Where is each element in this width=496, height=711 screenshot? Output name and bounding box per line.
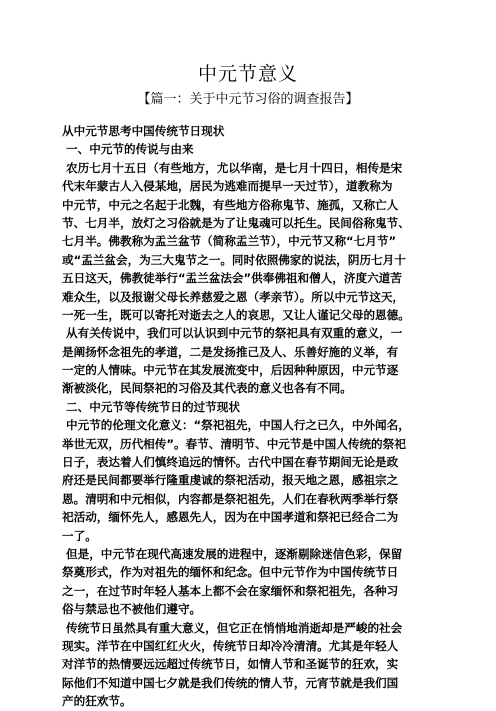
text-line: 祭奠形式，作为对祖先的缅怀和纪念。但中元节作为中国传统节日 <box>62 565 399 580</box>
text-line: 七月半。佛教称为盂兰盆节（简称盂兰节），中元节又称“七月节” <box>62 234 397 249</box>
text-line: 农历七月十五日（有些地方，尤以华南，是七月十四日，相传是宋 <box>66 160 403 175</box>
text-line: 一死一生，既可以寄托对逝去之人的哀思，又让人谨记父母的恩德。 <box>62 307 410 322</box>
text-line: 从有关传说中，我们可以认识到中元节的祭祀具有双重的意义，一 <box>66 326 403 341</box>
text-line: 一了。 <box>62 528 97 543</box>
text-line: 现实。洋节在中国红红火火，传统节日却冷冷清清。尤其是年轻人 <box>62 638 399 653</box>
text-line: 或“盂兰盆会，为三大鬼节之一。同时依照佛家的说法，阴历七月十 <box>62 252 406 267</box>
text-line: 难众生，以及报谢父母长养慈爱之恩（孝亲节）。所以中元节这天， <box>62 289 405 304</box>
text-line: 但是，中元节在现代高速发展的进程中，逐渐剔除迷信色彩，保留 <box>66 546 403 561</box>
text-line: 之一，在过节时年轻人基本上都不会在家缅怀和祭祀祖先，各种习 <box>62 583 399 598</box>
text-line: 节、七月半，放灯之习俗就是为了让鬼魂可以托生。民间俗称鬼节、 <box>62 215 410 230</box>
text-line: 中元节的伦理文化意义：“祭祀祖先，中国人行之已久，中外闻名， <box>66 418 410 433</box>
text-line: 产的狂欢节。 <box>62 694 132 709</box>
text-line: 是阐扬怀念祖先的孝道，二是发扬推己及人、乐善好施的义举，有 <box>62 344 399 359</box>
text-line: 恩。清明和中元相似，内容都是祭祀祖先，人们在春秋两季举行祭 <box>62 491 399 506</box>
text-line: 际他们不知道中国七夕就是我们传统的情人节，元宵节就是我们国 <box>62 675 399 690</box>
text-line: 中元节，中元之名起于北魏，有些地方俗称鬼节、施孤，又称亡人 <box>62 197 399 212</box>
text-line: 代末年蒙古人入侵某地，居民为逃难而提早一天过节），道教称为 <box>62 179 393 194</box>
document-subtitle: 【篇一：关于中元节习俗的调查报告】 <box>137 92 359 107</box>
document-body <box>62 122 442 711</box>
text-line: 日子，表达着人们慎终追远的情怀。古代中国在春节期间无论是政 <box>62 455 399 470</box>
text-line: 五日这天，佛教徒举行“盂兰盆法会”供奉佛祖和僧人，济度六道苦 <box>62 271 402 286</box>
text-line: 渐被淡化，民间祭祀的习俗及其代表的意义也各有不同。 <box>62 381 352 396</box>
text-line: 对洋节的热情要远远超过传统节日，如情人节和圣诞节的狂欢，实 <box>62 657 399 672</box>
text-line: 从中元节思考中国传统节日现状 <box>62 124 225 138</box>
text-line: 祀活动，缅怀先人，感恩先人，因为在中国孝道和祭祀已经合二为 <box>62 510 399 525</box>
text-line: 府还是民间都要举行隆重虔诚的祭祀活动，报天地之恩，感祖宗之 <box>62 473 399 488</box>
text-line: 二、中元节等传统节日的过节现状 <box>66 399 240 414</box>
text-line: 传统节日虽然具有重大意义，但它正在悄悄地消逝却是严峻的社会 <box>66 620 403 635</box>
document-title: 中元节意义 <box>197 63 298 85</box>
text-line: 一定的人情味。中元节在其发展流变中，后因种种原因，中元节逐 <box>62 363 399 378</box>
text-line: 举世无双，历代相传”。春节、清明节、中元节是中国人传统的祭祀 <box>62 436 406 451</box>
text-line: 俗与禁忌也不被他们遵守。 <box>62 602 202 617</box>
text-line: 一、中元节的传说与由来 <box>66 142 194 157</box>
